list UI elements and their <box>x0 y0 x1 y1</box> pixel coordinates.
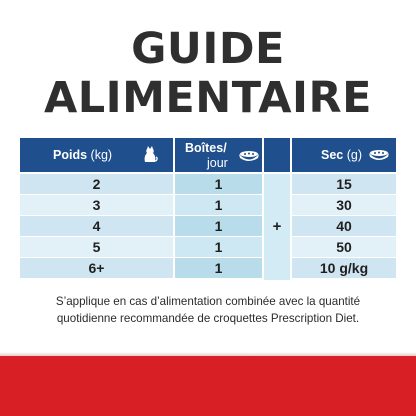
table-cell-weight: 3 <box>20 195 173 215</box>
header-dry-label: Sec <box>321 148 344 162</box>
table-cell-weight: 4 <box>20 216 173 236</box>
feeding-table <box>20 138 396 281</box>
footnote-line-2: quotidienne recommandée de croquettes Prescription Diet. <box>56 312 360 325</box>
table-cell-weight: 5 <box>20 237 173 257</box>
table-cell-dry: 15 <box>292 174 396 194</box>
table-cell-dry: 40 <box>292 216 396 236</box>
food-bowl-icon <box>368 149 390 161</box>
footnote <box>0 293 416 327</box>
table-cell-cans: 1 <box>175 237 262 257</box>
page-title-line-2: ALIMENTAIRE <box>43 73 373 123</box>
header-weight-label: Poids <box>53 148 88 162</box>
table-cell-dry: 10 g/kg <box>292 258 396 278</box>
table-cell-cans: 1 <box>175 174 262 194</box>
table-cell-cans: 1 <box>175 216 262 236</box>
table-cell-weight: 6+ <box>20 258 173 278</box>
table-cell-dry: 30 <box>292 195 396 215</box>
footnote-line-1: S’applique en cas d’alimentation combinée avec la quantité <box>55 295 361 308</box>
header-dry-unit: (g) <box>346 148 363 162</box>
red-band <box>0 356 416 416</box>
plus-sign: + <box>272 218 282 235</box>
page-title-line-1: GUIDE <box>131 24 285 74</box>
header-cans-unit: jour <box>207 156 228 170</box>
header-weight <box>20 138 173 172</box>
food-bowl-icon <box>238 150 260 162</box>
header-weight-unit: (kg) <box>90 148 113 162</box>
header-cans <box>175 138 262 172</box>
table-cell-cans: 1 <box>175 195 262 215</box>
table-cell-dry: 50 <box>292 237 396 257</box>
table-cell-cans: 1 <box>175 258 262 278</box>
header-gap <box>264 138 290 172</box>
header-dry <box>292 138 396 172</box>
table-cell-weight: 2 <box>20 174 173 194</box>
cat-icon <box>142 146 158 164</box>
header-cans-label: Boîtes/ <box>185 141 227 155</box>
